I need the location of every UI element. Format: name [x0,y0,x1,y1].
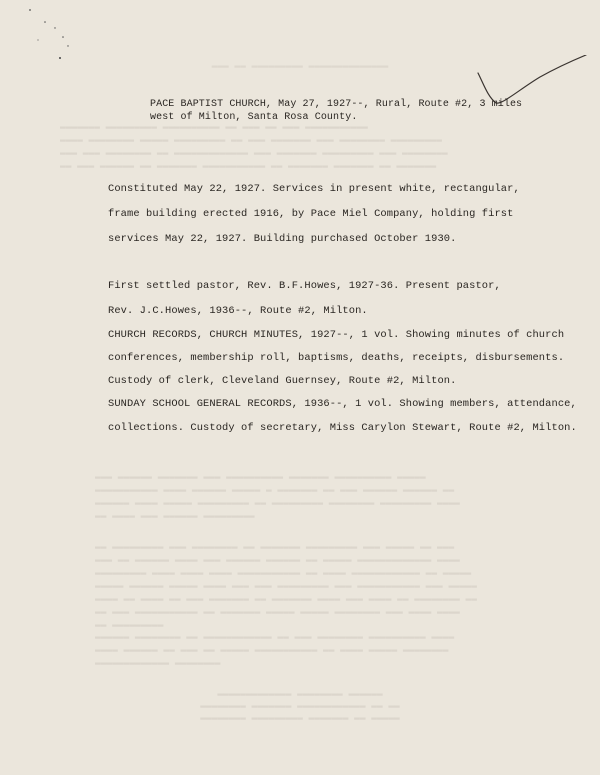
entry-heading-line-1: PACE BAPTIST CHURCH, May 27, 1927--, Rural, Route #2, 3 miles [150,99,523,110]
records-line-5: collections. Custody of secretary, Miss Carylon Stewart, Route #2, Milton. [108,422,577,434]
pastor-line-2: Rev. J.C.Howes, 1936--, Route #2, Milton. [108,305,368,317]
pastor-line-1: First settled pastor, Rev. B.F.Howes, 1927-36. Present pastor, [108,280,501,292]
history-line-3: services May 22, 1927. Building purchased October 1930. [108,233,457,245]
history-line-1: Constituted May 22, 1927. Services in present white, rectangular, [108,183,520,195]
bleed-through-shadow: ▬▬▬▬▬▬▬▬▬▬▬▬▬ ▬▬▬▬▬▬▬▬ ▬▬▬▬▬▬ ▬▬▬▬▬▬▬▬ ▬▬▬▬▬▬▬ ▬▬▬▬▬▬▬▬▬▬▬▬ ▬▬ ▬▬ ▬▬▬▬▬▬▬▬ ▬▬▬▬▬▬▬▬▬ ▬▬▬▬▬▬▬ ▬▬ ▬▬▬▬▬ [200,688,400,723]
records-line-3: Custody of clerk, Cleveland Guernsey, Route #2, Milton. [108,375,457,387]
bleed-through-shadow: ▬▬▬▬▬▬▬ ▬▬▬▬▬▬▬▬▬ ▬▬▬▬▬▬▬▬▬▬ ▬▬ ▬▬▬ ▬▬ ▬▬▬ ▬▬▬▬▬▬▬▬▬▬▬ ▬▬▬▬ ▬▬▬▬▬▬▬▬ ▬▬▬▬▬ ▬▬▬▬▬▬▬▬▬ ▬▬ ▬▬▬ ▬▬▬▬▬▬▬ ▬▬▬ ▬▬▬▬▬▬▬▬ ▬▬▬▬▬▬▬▬▬ ▬▬▬ ▬▬▬ ▬▬▬▬▬▬▬▬ ▬▬ ▬▬▬▬▬▬▬▬▬▬▬▬▬ ▬▬▬ ▬▬▬▬▬▬▬ ▬▬▬▬▬▬▬▬▬ ▬▬▬ ▬▬▬▬▬▬▬▬ ▬▬ ▬▬▬ ▬▬▬▬▬▬ ▬▬ ▬▬▬▬▬▬▬ ▬▬▬▬▬▬▬▬▬▬▬ ▬▬ ▬▬▬▬▬▬▬ ▬▬▬▬▬▬▬ ▬▬ ▬▬▬▬▬▬▬ [60,121,448,171]
history-line-2: frame building erected 1916, by Pace Miel Company, holding first [108,208,514,220]
entry-heading-line-2: west of Milton, Santa Rosa County. [150,112,358,123]
bleed-through-shadow: ▬▬▬ ▬▬▬▬▬▬ ▬▬▬▬▬▬▬ ▬▬▬ ▬▬▬▬▬▬▬▬▬▬ ▬▬▬▬▬▬▬ ▬▬▬▬▬▬▬▬▬▬ ▬▬▬▬▬ ▬▬▬▬▬▬▬▬▬▬▬ ▬▬▬▬ ▬▬▬▬▬▬ ▬▬▬▬▬ ▬ ▬▬▬▬▬▬▬ ▬▬ ▬▬▬ ▬▬▬▬▬▬ ▬▬▬▬▬▬ ▬▬ ▬▬▬▬▬▬ ▬▬▬▬ ▬▬▬▬▬ ▬▬▬▬▬▬▬▬▬ ▬▬ ▬▬▬▬▬▬▬▬▬ ▬▬▬▬▬▬▬▬ ▬▬▬▬▬▬▬▬▬ ▬▬▬▬ ▬▬ ▬▬▬▬ ▬▬▬ ▬▬▬▬▬▬ ▬▬▬▬▬▬▬▬▬ [95,471,460,521]
records-line-1: CHURCH RECORDS, CHURCH MINUTES, 1927--, 1 vol. Showing minutes of church [108,329,565,341]
bleed-through-shadow: ▬▬ ▬▬▬▬▬▬▬▬▬ ▬▬▬ ▬▬▬▬▬▬▬▬ ▬▬ ▬▬▬▬▬▬▬ ▬▬▬▬▬▬▬▬▬ ▬▬▬ ▬▬▬▬▬ ▬▬ ▬▬▬ ▬▬▬ ▬▬ ▬▬▬▬▬▬ ▬▬▬▬ ▬▬▬ ▬▬▬▬▬▬ ▬▬▬▬▬▬ ▬▬ ▬▬▬▬▬ ▬▬▬▬▬▬▬▬▬▬▬▬▬ ▬▬▬▬ ▬▬▬▬▬▬▬▬▬ ▬▬▬▬ ▬▬▬▬ ▬▬▬▬ ▬▬▬▬▬▬▬▬▬▬▬ ▬▬ ▬▬▬▬ ▬▬▬▬▬▬▬▬▬▬▬▬ ▬▬ ▬▬▬▬▬ ▬▬▬▬▬ ▬▬▬▬▬▬ ▬▬▬▬▬ ▬▬▬▬ ▬▬▬ ▬▬▬ ▬▬▬▬▬▬▬▬▬ ▬▬▬ ▬▬▬▬▬▬▬▬▬▬▬ ▬▬▬ ▬▬▬▬▬ ▬▬▬▬ ▬▬ ▬▬▬▬ ▬▬ ▬▬▬ ▬▬▬▬▬▬▬ ▬▬ ▬▬▬▬▬▬▬ ▬▬▬▬ ▬▬▬ ▬▬▬▬ ▬▬ ▬▬▬▬▬▬▬▬ ▬▬ ▬▬ ▬▬▬ ▬▬▬▬▬▬▬▬▬▬▬ ▬▬ ▬▬▬▬▬▬▬ ▬▬▬▬▬ ▬▬▬▬▬ ▬▬▬▬▬▬▬▬ ▬▬▬ ▬▬▬▬ ▬▬▬▬ ▬▬ ▬▬▬▬▬▬▬▬▬ [95,541,477,630]
bleed-through-shadow: ▬▬▬▬▬▬ ▬▬▬▬▬▬▬▬ ▬▬ ▬▬▬▬▬▬▬▬▬▬▬▬ ▬▬ ▬▬▬ ▬▬▬▬▬▬▬▬ ▬▬▬▬▬▬▬▬▬▬ ▬▬▬▬ ▬▬▬▬ ▬▬▬▬▬▬ ▬▬ ▬▬▬ ▬▬ ▬▬▬▬▬ ▬▬▬▬▬▬▬▬▬▬▬ ▬▬ ▬▬▬▬ ▬▬▬▬▬ ▬▬▬▬▬▬▬▬ ▬▬▬▬▬▬▬▬▬▬▬▬▬ ▬▬▬▬▬▬▬▬ [95,631,455,668]
records-line-4: SUNDAY SCHOOL GENERAL RECORDS, 1936--, 1 vol. Showing members, attendance, [108,398,577,410]
bleed-through-shadow: ▬▬▬ ▬▬ ▬▬▬▬▬▬▬▬▬ ▬▬▬▬▬▬▬▬▬▬▬▬▬▬ [211,60,389,71]
records-line-2: conferences, membership roll, baptisms, deaths, receipts, disbursements. [108,352,565,364]
